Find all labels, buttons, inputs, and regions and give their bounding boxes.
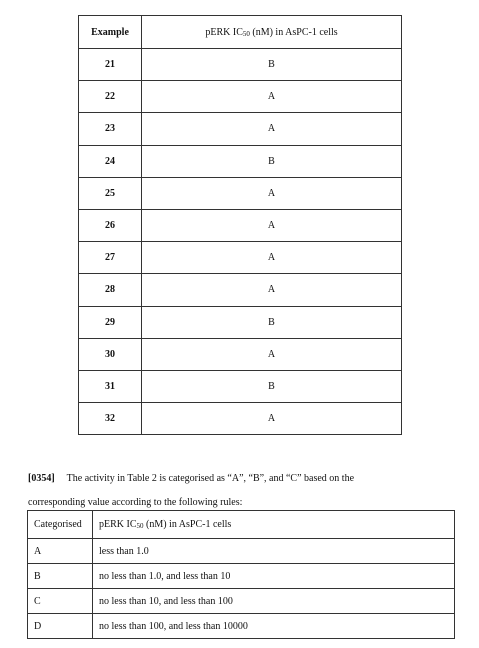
table-row [79,145,402,177]
table-row [79,209,402,241]
activity-value: B [142,306,402,338]
activity-value: B [142,370,402,402]
activity-value: A [142,403,402,435]
category-label: C [28,589,93,614]
paragraph-line-2: corresponding value according to the following rules: [28,497,243,508]
header-perk-ic50: pERK $IC_{50}$ (nM) in AsPC-1 cells [93,511,455,539]
example-number: 26 [79,209,142,241]
table-row [28,614,455,639]
table-row [79,306,402,338]
activity-value: A [142,338,402,370]
example-number: 29 [79,306,142,338]
table-header-row [28,511,455,539]
activity-table [78,15,402,435]
activity-value: B [142,49,402,81]
example-number: 23 [79,113,142,145]
table-row [28,564,455,589]
activity-value: A [142,81,402,113]
table-row [79,338,402,370]
table-row [79,81,402,113]
paragraph-line-1 [28,467,468,491]
activity-value: A [142,209,402,241]
example-number: 32 [79,403,142,435]
example-number: 24 [79,145,142,177]
header-perk-ic50: pERK $IC_{50}$ (nM) in AsPC-1 cells [142,16,402,49]
category-rule: no less than 100, and less than 10000 [93,614,455,639]
paragraph-number: [0354] [28,473,55,484]
example-number: 27 [79,242,142,274]
activity-value: A [142,242,402,274]
header-categorised: Categorised [28,511,93,539]
paragraph-text-1: The activity in Table 2 is categorised as “A”, “B”, and “C” based on the [66,473,355,484]
table-row [79,49,402,81]
header-example: Example [79,16,142,49]
table-row [79,403,402,435]
activity-value: A [142,113,402,145]
table-row [79,242,402,274]
category-rule: no less than 10, and less than 100 [93,589,455,614]
example-number: 22 [79,81,142,113]
table-row [79,370,402,402]
example-number: 21 [79,49,142,81]
activity-value: B [142,145,402,177]
activity-value: A [142,274,402,306]
table-row [28,539,455,564]
table-row [79,274,402,306]
example-number: 25 [79,177,142,209]
category-label: B [28,564,93,589]
category-label: D [28,614,93,639]
category-rule: no less than 1.0, and less than 10 [93,564,455,589]
category-rules-table [27,510,455,639]
example-number: 28 [79,274,142,306]
category-rule: less than 1.0 [93,539,455,564]
table-row [79,177,402,209]
table-row [79,113,402,145]
example-number: 30 [79,338,142,370]
category-label: A [28,539,93,564]
activity-value: A [142,177,402,209]
example-number: 31 [79,370,142,402]
table-row [28,589,455,614]
paragraph-0354 [28,467,468,515]
table-header-row [79,16,402,49]
